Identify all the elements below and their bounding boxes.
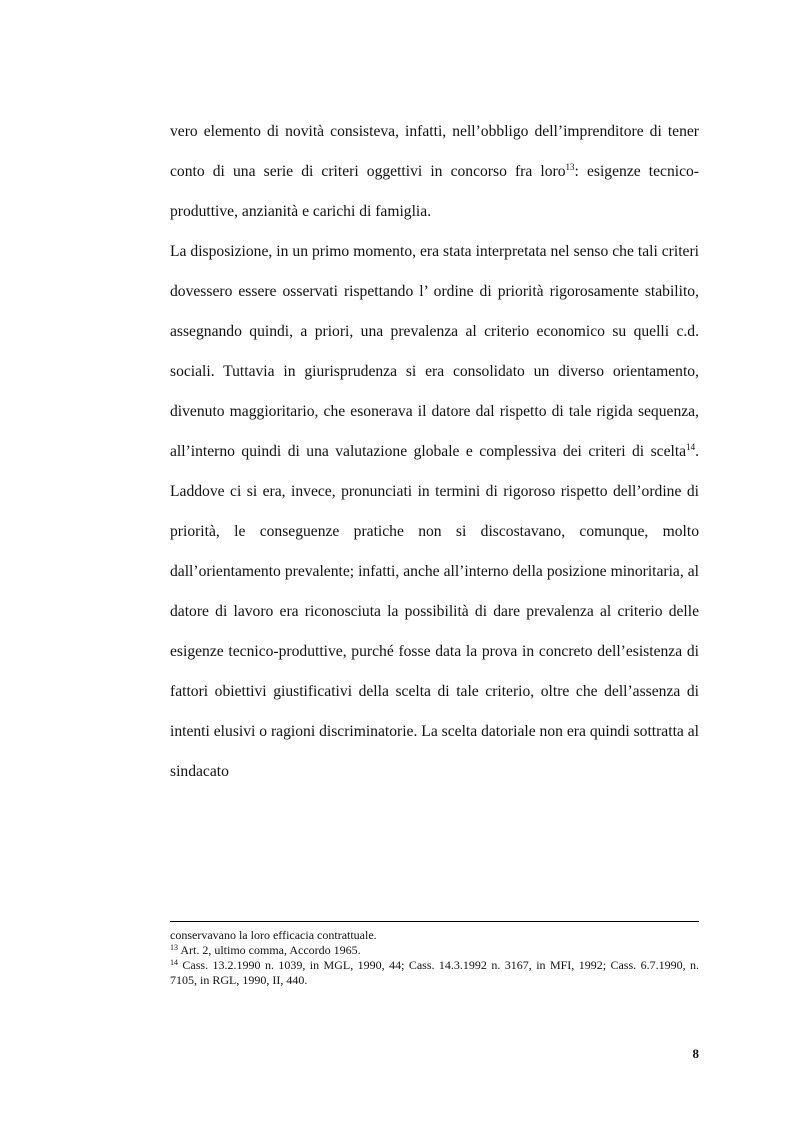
paragraph-2-text-b: . Laddove ci si era, invece, pronunciati in termini di rigoroso rispetto dell’ordine di priorità, le conseguenze pratiche non si discostavano, comunque, molto dall’orientamento prevalente; infatti, anche all’interno della posizione minoritaria, al datore di lavoro era riconosciuta la possibilità di dare prevalenza al criterio delle esigenze tecnico-produttive, purché fosse data la prova in concreto dell’esistenza di fattori obiettivi giustificativi della scelta di tale criterio, oltre che dell’assenza di intenti elusivi o ragioni discriminatorie. La scelta datoriale non era quindi sottratta al sindacato — [170, 443, 699, 780]
footnote-continuation: conservavano la loro efficacia contrattuale. — [170, 928, 377, 942]
footnote-separator — [170, 921, 699, 922]
paragraph-1-text-a: vero elemento di novità consisteva, infatti, nell’obbligo dell’imprenditore di tener conto di una serie di criteri oggettivi in concorso fra loro — [170, 123, 699, 180]
footnote-ref-13[interactable]: 13 — [565, 162, 575, 172]
footnotes — [170, 928, 699, 988]
footnote-ref-14[interactable]: 14 — [686, 442, 696, 452]
footnote-mark-13: 13 — [170, 943, 178, 952]
paragraph-1-text-b: : esigenze tecnico-produttive, anzianità e carichi di famiglia. — [170, 163, 699, 220]
footnote-mark-14: 14 — [170, 958, 178, 967]
paragraph-2-text-a: La disposizione, in un primo momento, era stata interpretata nel senso che tali criteri dovessero essere osservati rispettando l’ ordine di priorità rigorosamente stabilito, assegnando quindi, a priori, una prevalenza al criterio economico su quelli c.d. sociali. Tuttavia in giurisprudenza si era consolidato un diverso orientamento, divenuto maggioritario, che esonerava il datore dal rispetto di tale rigida sequenza, all’interno quindi di una valutazione globale e complessiva dei criteri di scelta — [170, 243, 699, 460]
footnote-14 — [170, 958, 699, 988]
footnote-13-text: Art. 2, ultimo comma, Accordo 1965. — [178, 943, 361, 957]
paragraph-2 — [170, 232, 699, 792]
page-number: 8 — [692, 1046, 699, 1061]
body-text — [170, 112, 699, 792]
footnote-13 — [170, 943, 699, 958]
footnote-14-text: Cass. 13.2.1990 n. 1039, in MGL, 1990, 44; Cass. 14.3.1992 n. 3167, in MFI, 1992; Cass. 6.7.1990, n. 7105, in RGL, 1990, II, 440. — [170, 958, 699, 987]
paragraph-1 — [170, 112, 699, 232]
